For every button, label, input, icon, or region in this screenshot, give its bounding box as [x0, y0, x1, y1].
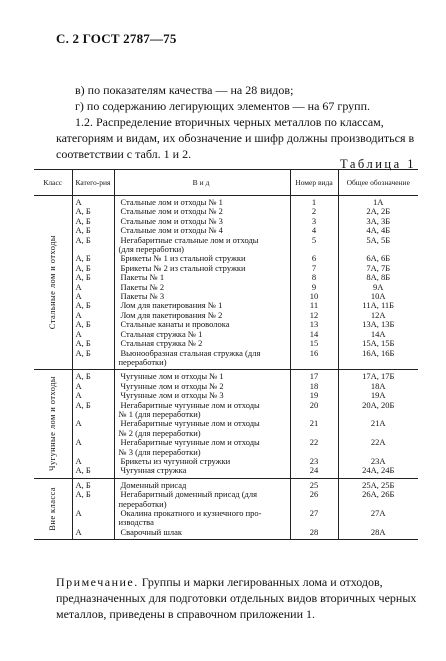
type-cell: Лом для пакетирования № 1 [114, 301, 290, 310]
category-cell: А [72, 382, 114, 391]
table-row [34, 401, 418, 410]
type-cell: Вьюнообразная стальная стружка (для [114, 349, 290, 358]
number-cell: 24 [290, 466, 338, 478]
class-group-label: Вне класса [47, 486, 58, 531]
type-cell-continuation: № 1 (для переработки) [114, 410, 290, 419]
type-cell: Стальные лом и отходы № 4 [114, 226, 290, 235]
designation-cell: 23А [370, 455, 386, 466]
number-cell: 21 [290, 419, 338, 428]
table-row [34, 217, 418, 226]
type-cell: Стальная стружка № 2 [114, 339, 290, 348]
category-cell: А [72, 457, 114, 466]
number-cell: 10 [290, 292, 338, 301]
column-header-number: Номер вида [290, 170, 338, 196]
designation-cell: 20А, 20Б [362, 399, 395, 410]
category-cell: А, Б [72, 226, 114, 235]
table-row [34, 509, 418, 518]
table-row [34, 273, 418, 282]
table-row [34, 330, 418, 339]
type-cell: Стальные канаты и проволока [114, 320, 290, 329]
table-row [34, 320, 418, 329]
type-cell: Пакеты № 1 [114, 273, 290, 282]
designation-cell: 4А, 4Б [366, 225, 391, 236]
category-cell: А, Б [72, 273, 114, 282]
category-cell: А, Б [72, 264, 114, 273]
type-cell: Чугунные лом и отходы № 3 [114, 391, 290, 400]
table-row [34, 301, 418, 310]
table-row [34, 370, 418, 382]
type-cell: Стальная стружка № 1 [114, 330, 290, 339]
page-header: С. 2 ГОСТ 2787—75 [56, 31, 177, 46]
table-caption: Таблица 1 [340, 157, 416, 171]
number-cell: 1 [290, 196, 338, 208]
number-cell: 4 [290, 226, 338, 235]
category-cell: А, Б [72, 349, 114, 358]
table-row [34, 196, 418, 208]
designation-cell: 16А, 16Б [362, 347, 395, 358]
designation-cell: 6А, 6Б [366, 253, 391, 264]
classification-table [34, 169, 418, 540]
number-cell: 19 [290, 391, 338, 400]
number-cell: 14 [290, 330, 338, 339]
category-cell: А [72, 419, 114, 428]
number-cell: 22 [290, 438, 338, 447]
category-cell: А, Б [72, 217, 114, 226]
type-cell: Сварочный шлак [114, 528, 290, 540]
number-cell-empty [290, 358, 338, 370]
designation-cell-empty [338, 358, 418, 370]
table-body [34, 196, 418, 540]
number-cell: 25 [290, 478, 338, 490]
designation-cell: 1А [373, 197, 384, 207]
designation-cell: 28А [338, 528, 418, 540]
number-cell: 8 [290, 273, 338, 282]
table-row [34, 236, 418, 245]
table-row [34, 466, 418, 478]
designation-cell: 24А, 24Б [338, 466, 418, 478]
table-row [34, 457, 418, 466]
note-text: Группы и марки легированных лома и отходов, предназначенных для подготовки отдельных видов вторичных черных металлов, приведены в справочном приложении 1. [56, 575, 417, 621]
type-cell: Доменный присад [114, 478, 290, 490]
type-cell: Лом для пакетирования № 2 [114, 311, 290, 320]
category-cell: А, Б [72, 320, 114, 329]
number-cell: 17 [290, 370, 338, 382]
number-cell: 13 [290, 320, 338, 329]
designation-cell: 8А, 8Б [366, 272, 391, 283]
designation-cell: 19А [370, 390, 386, 401]
type-cell-continuation: (для переработки) [114, 245, 290, 254]
number-cell: 11 [290, 301, 338, 310]
designation-cell: 10А [370, 291, 386, 302]
number-cell: 26 [290, 490, 338, 499]
column-header-type: Вид [114, 170, 290, 196]
table-row [34, 490, 418, 499]
type-cell-continuation: изводства [114, 518, 290, 527]
type-cell: Брикеты № 1 из стальной стружки [114, 254, 290, 263]
designation-cell: 26А, 26Б [362, 489, 395, 500]
category-cell: А [72, 292, 114, 301]
type-cell: Брикеты № 2 из стальной стружки [114, 264, 290, 273]
column-header-class: Класс [34, 170, 72, 196]
category-cell: А, Б [72, 370, 114, 382]
number-cell: 18 [290, 382, 338, 391]
designation-cell: 17А, 17Б [362, 371, 395, 382]
designation-cell: 3А, 3Б [366, 215, 391, 226]
category-cell: А [72, 528, 114, 540]
designation-cell: 22А [370, 437, 386, 448]
type-cell: Негабаритные чугунные лом и отходы [114, 401, 290, 410]
list-item-v: в) по показателям качества — на 28 видов; [75, 83, 294, 97]
category-cell: А [72, 283, 114, 292]
class-group-cell [34, 196, 72, 370]
type-cell: Стальные лом и отходы № 2 [114, 207, 290, 216]
number-cell: 23 [290, 457, 338, 466]
type-cell: Негабаритный доменный присад (для [114, 490, 290, 499]
class-group-cell [34, 478, 72, 539]
designation-cell: 13А, 13Б [362, 319, 395, 330]
category-cell: А, Б [72, 401, 114, 410]
type-cell: Негабаритные чугунные лом и отходы [114, 438, 290, 447]
category-cell: А [72, 311, 114, 320]
intro-text [56, 82, 416, 162]
type-cell-continuation: переработки) [114, 500, 290, 509]
column-header-designation: Общее обозначение [338, 170, 418, 196]
type-cell: Пакеты № 2 [114, 283, 290, 292]
table-row-continuation [34, 358, 418, 370]
number-cell: 15 [290, 339, 338, 348]
table-row-continuation [34, 518, 418, 527]
designation-cell: 15А, 15Б [362, 338, 395, 349]
paragraph-1-2: 1.2. Распределение вторичных черных металлов по классам, категориям и видам, их обозначение и шифр должны производиться в соответствии с табл. 1 и 2. [56, 115, 415, 161]
designation-cell: 7А, 7Б [366, 262, 391, 273]
category-cell: А, Б [72, 254, 114, 263]
type-cell: Негабаритные чугунные лом и отходы [114, 419, 290, 428]
number-cell: 7 [290, 264, 338, 273]
column-header-category: Катего-рия [72, 170, 114, 196]
table-row [34, 419, 418, 428]
table-row [34, 283, 418, 292]
category-cell: А [72, 391, 114, 400]
category-cell: А [72, 509, 114, 518]
category-cell: А, Б [72, 207, 114, 216]
category-cell: А [72, 330, 114, 339]
number-cell: 20 [290, 401, 338, 410]
type-cell: Негабаритные стальные лом и отходы [114, 236, 290, 245]
category-cell: А, Б [72, 490, 114, 499]
designation-cell: 11А, 11Б [362, 300, 395, 311]
table-row [34, 292, 418, 301]
list-item-g: г) по содержанию легирующих элементов — на 67 групп. [75, 99, 371, 113]
number-cell: 3 [290, 217, 338, 226]
type-cell-continuation: переработки) [114, 358, 290, 370]
type-cell: Стальные лом и отходы № 3 [114, 217, 290, 226]
designation-cell: 18А [370, 380, 386, 391]
number-cell: 12 [290, 311, 338, 320]
designation-cell: 12А [370, 309, 386, 320]
number-cell: 2 [290, 207, 338, 216]
number-cell: 16 [290, 349, 338, 358]
type-cell: Чугунная стружка [114, 466, 290, 478]
designation-cell: 14А [370, 328, 386, 339]
number-cell: 9 [290, 283, 338, 292]
designation-cell: 9А [373, 281, 384, 292]
designation-cell: 25А, 25Б [362, 479, 395, 490]
type-cell: Чугунные лом и отходы № 2 [114, 382, 290, 391]
table-row [34, 349, 418, 358]
type-cell-continuation: № 2 (для переработки) [114, 429, 290, 438]
class-group-label: Стальные лом и отходы [47, 235, 58, 330]
type-cell: Стальные лом и отходы № 1 [114, 196, 290, 208]
category-cell: А, Б [72, 478, 114, 490]
table-row [34, 528, 418, 540]
note-label: Примечание. [56, 575, 139, 589]
type-cell-continuation: № 3 (для переработки) [114, 448, 290, 457]
table-row [34, 382, 418, 391]
designation-cell: 2А, 2Б [366, 206, 391, 217]
category-cell: А [72, 438, 114, 447]
type-cell: Чугунные лом и отходы № 1 [114, 370, 290, 382]
category-cell-empty [72, 358, 114, 370]
table-row [34, 264, 418, 273]
designation-cell: 21А [370, 418, 386, 429]
note [56, 574, 418, 622]
designation-cell: 27А [370, 508, 386, 518]
category-cell: А, Б [72, 236, 114, 245]
class-group-cell [34, 370, 72, 478]
table-row [34, 207, 418, 216]
category-cell: А, Б [72, 466, 114, 478]
category-cell: А [72, 196, 114, 208]
category-cell: А, Б [72, 301, 114, 310]
number-cell: 28 [290, 528, 338, 540]
table-row [34, 438, 418, 447]
class-group-label: Чугунные лом и отходы [47, 376, 58, 472]
designation-cell: 5А, 5Б [366, 234, 391, 245]
type-cell: Окалина прокатного и кузнечного про- [114, 509, 290, 518]
table-header-row [34, 170, 418, 196]
number-cell: 6 [290, 254, 338, 263]
category-cell: А, Б [72, 339, 114, 348]
type-cell: Брикеты из чугунной стружки [114, 457, 290, 466]
number-cell: 27 [290, 509, 338, 518]
number-cell: 5 [290, 236, 338, 245]
type-cell: Пакеты № 3 [114, 292, 290, 301]
